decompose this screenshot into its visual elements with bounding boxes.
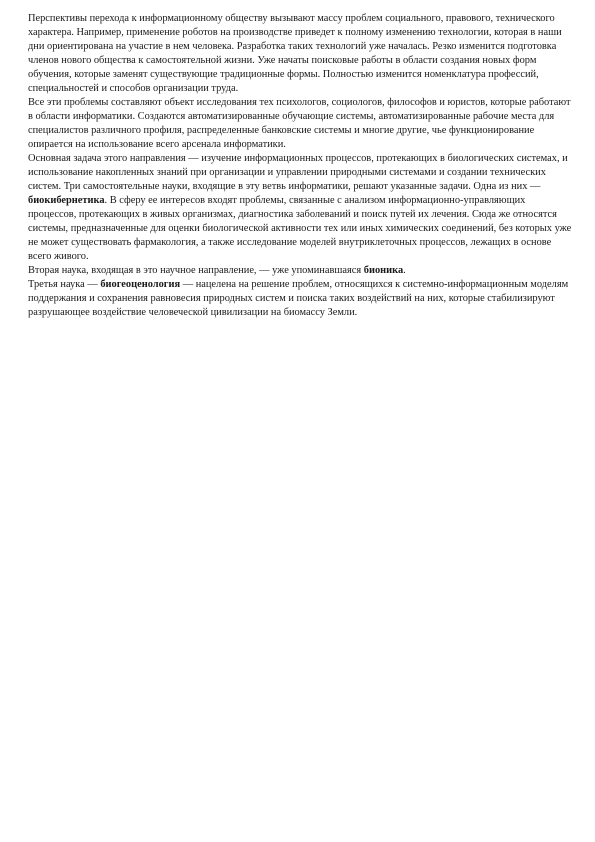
paragraph-second-science bbox=[28, 264, 573, 278]
paragraph-text: Третья наука — bbox=[28, 279, 101, 290]
paragraph-text: Все эти проблемы составляют объект исследования тех психологов, социологов, философов и юристов, которые работают в области информатики. Создаются автоматизированные обучающие системы, автоматизированные рабочие места для специалистов различного профиля, распределенные банковские системы и многие другие, чье функционирование опирается на использование всего арсенала информатики. bbox=[28, 97, 571, 150]
paragraph-third-science bbox=[28, 278, 573, 320]
paragraph-information-society bbox=[28, 12, 573, 96]
paragraph-text: . В сферу ее интересов входят проблемы, связанные с анализом информационно-управляющих процессов, протекающих в живых организмах, диагностика заболеваний и поиск путей их лечения. Сюда же относятся системы, предназначенные для оценки биологической активности тех или иных химических соединений, без которых уже не может существовать фармакология, а также исследование моделей внутриклеточных процессов, лежащих в основе всего живого. bbox=[28, 195, 572, 262]
paragraph-problems-research bbox=[28, 96, 573, 152]
paragraph-text: Перспективы перехода к информационному обществу вызывают массу проблем социального, правового, технического характера. Например, применение роботов на производстве приведет к полному изменению технологии, которая в наши дни ориентирована на участие в нем человека. Разработка таких технологий уже началась. Резко изменится подготовка членов нового общества к самостоятельной жизни. Уже начаты поисковые работы в области создания новых форм обучения, которые заменят существующие традиционные формы. Полностью изменится номенклатура профессий, специальностей и способов организации труда. bbox=[28, 13, 562, 94]
paragraph-text: — нацелена на решение проблем, относящихся к системно-информационным моделям поддержания и сохранения равновесия природных систем и поиска таких воздействий на них, которые стабилизируют разрушающее воздействие человеческой цивилизации на биомассу Земли. bbox=[28, 279, 569, 318]
term-biocybernetics: биокибернетика bbox=[28, 195, 105, 206]
paragraph-text: Основная задача этого направления — изучение информационных процессов, протекающих в биологических системах, и использование накопленных знаний при организации и управлении природными системами и создании технических систем. Три самостоятельные науки, входящие в эту ветвь информатики, решают указанные задачи. Одна из них — bbox=[28, 153, 568, 192]
paragraph-text: Вторая наука, входящая в это научное направление, — уже упоминавшаяся bbox=[28, 265, 364, 276]
paragraph-text: . bbox=[403, 265, 406, 276]
paragraph-main-task bbox=[28, 152, 573, 264]
term-biogeocenology: биогеоценология bbox=[100, 279, 181, 290]
document-body bbox=[28, 12, 573, 320]
term-bionics: бионика bbox=[363, 265, 404, 276]
